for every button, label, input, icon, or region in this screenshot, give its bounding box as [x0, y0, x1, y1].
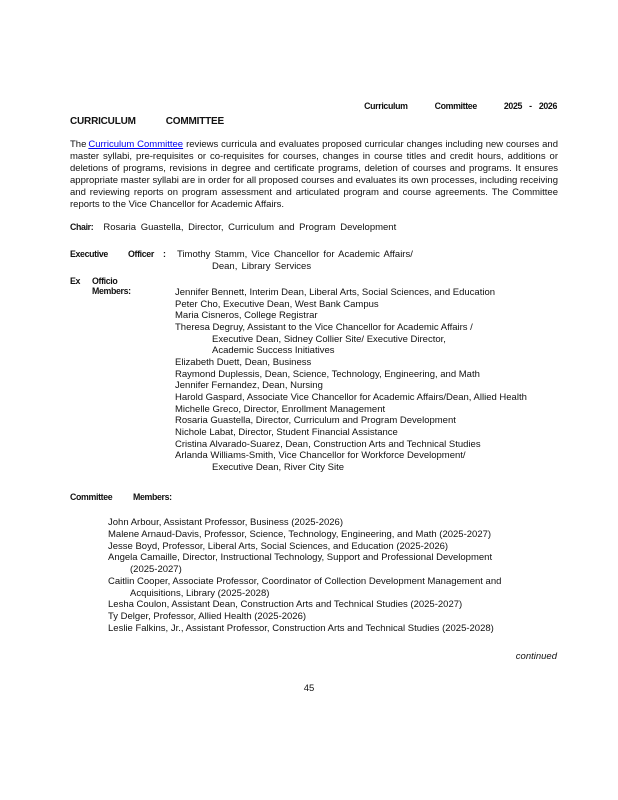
ex-officio-member: Elizabeth Duett, Dean, Business [175, 356, 312, 368]
committee-member: Malene Arnaud-Davis, Professor, Science, Technology, Engineering, and Math (2025-2027) [108, 528, 492, 540]
ex-officio-member: Harold Gaspard, Associate Vice Chancellor for Academic Affairs/Dean, Allied Health [175, 391, 527, 403]
ex-officio-member: Michelle Greco, Director, Enrollment Management [175, 403, 386, 415]
ex-officio-member: Maria Cisneros, College Registrar [175, 310, 318, 322]
executive-officer-row [70, 249, 558, 261]
chair-label: Chair: [70, 222, 94, 232]
committee-member: John Arbour, Assistant Professor, Business (2025-2026) [108, 517, 343, 528]
committee-member: Caitlin Cooper, Associate Professor, Coordinator of Collection Development Management and [108, 575, 502, 587]
ex-officio-member: Jennifer Fernandez, Dean, Nursing [175, 380, 323, 392]
running-header-word: Curriculum [364, 101, 408, 111]
ex-officio-member: Theresa Degruy, Assistant to the Vice Chancellor for Academic Affairs / [175, 321, 473, 333]
ex-officio-member: Nichole Labat, Director, Student Financial Assistance [175, 426, 398, 438]
executive-officer-label: Executive [70, 249, 108, 259]
committee-member: Lesha Coulon, Assistant Dean, Construction Arts and Technical Studies (2025-2027) [108, 599, 463, 611]
page-title [70, 116, 224, 127]
chair-value: Rosaria Guastella, Director, Curriculum and Program Development [103, 222, 397, 233]
page-title-word: COMMITTEE [165, 116, 224, 127]
ex-officio-label-word: Officio Members: [92, 276, 131, 296]
committee-member: Acquisitions, Library (2025-2028) [130, 587, 270, 599]
committee-members-label-word: Members: [133, 492, 172, 502]
page-title-word: CURRICULUM [70, 116, 136, 127]
intro-text-before: The [70, 139, 87, 150]
ex-officio-member: Academic Success Initiatives [212, 345, 335, 357]
ex-officio-member: Executive Dean, River City Site [212, 461, 344, 473]
curriculum-committee-link[interactable]: Curriculum Committee [88, 139, 184, 150]
intro-text-after: reviews curricula and evaluates proposed curricular changes including new courses and master syllabi, pre-requisites or co-requisites for courses, changes in course titles and credit hours, additions or deletions of programs, revisions in degree and certificate programs, deletion of courses and programs. It ensures appropriate master syllabi are in order for all proposed courses and evaluates its own processes, including receiving and reviewing reports on program assessment and articulated program and course agreements. The Committee reports to the Vice Chancellor for Academic Affairs. [70, 139, 558, 210]
ex-officio-member-list [175, 287, 575, 474]
committee-members-label-word: Committee [70, 492, 113, 502]
ex-officio-member: Jennifer Bennett, Interim Dean, Liberal Arts, Social Sciences, and Education [175, 287, 496, 298]
continued-note: continued [515, 651, 557, 662]
committee-member: (2025-2027) [130, 564, 182, 575]
committee-member: Leslie Falkins, Jr., Assistant Professor, Construction Arts and Technical Studies (2025-2028) [108, 622, 494, 634]
running-header-word: Committee [434, 101, 477, 111]
ex-officio-member: Cristina Alvarado-Suarez, Dean, Construction Arts and Technical Studies [175, 438, 481, 450]
committee-member-list [108, 517, 578, 635]
committee-member: Angela Camaille, Director, Instructional Technology, Support and Professional Development [108, 552, 493, 564]
running-header [0, 101, 557, 111]
executive-officer-label-colon: : [163, 249, 166, 259]
ex-officio-member: Executive Dean, Sidney Collier Site/ Executive Director, [212, 333, 446, 345]
chair-row [70, 222, 396, 233]
committee-member: Ty Delger, Professor, Allied Health (2025-2026) [108, 611, 307, 622]
ex-officio-member: Rosaria Guastella, Director, Curriculum and Program Development [175, 415, 456, 427]
running-header-year: 2025 - 2026 [503, 101, 557, 111]
executive-officer-label: Officer [128, 249, 154, 259]
ex-officio-member: Raymond Duplessis, Dean, Science, Technology, Engineering, and Math [175, 368, 480, 380]
ex-officio-member: Peter Cho, Executive Dean, West Bank Campus [175, 298, 379, 310]
committee-member: Jesse Boyd, Professor, Liberal Arts, Social Sciences, and Education (2025-2026) [108, 540, 449, 552]
executive-officer-title-line2: Dean, Library Services [212, 261, 312, 272]
intro-paragraph [70, 139, 558, 210]
ex-officio-member: Arlanda Williams-Smith, Vice Chancellor for Workforce Development/ [175, 450, 466, 462]
page-number: 45 [303, 683, 315, 694]
ex-officio-label-word: Ex [70, 276, 81, 286]
executive-officer-name: Timothy Stamm, Vice Chancellor for Academic Affairs/ [177, 249, 413, 260]
